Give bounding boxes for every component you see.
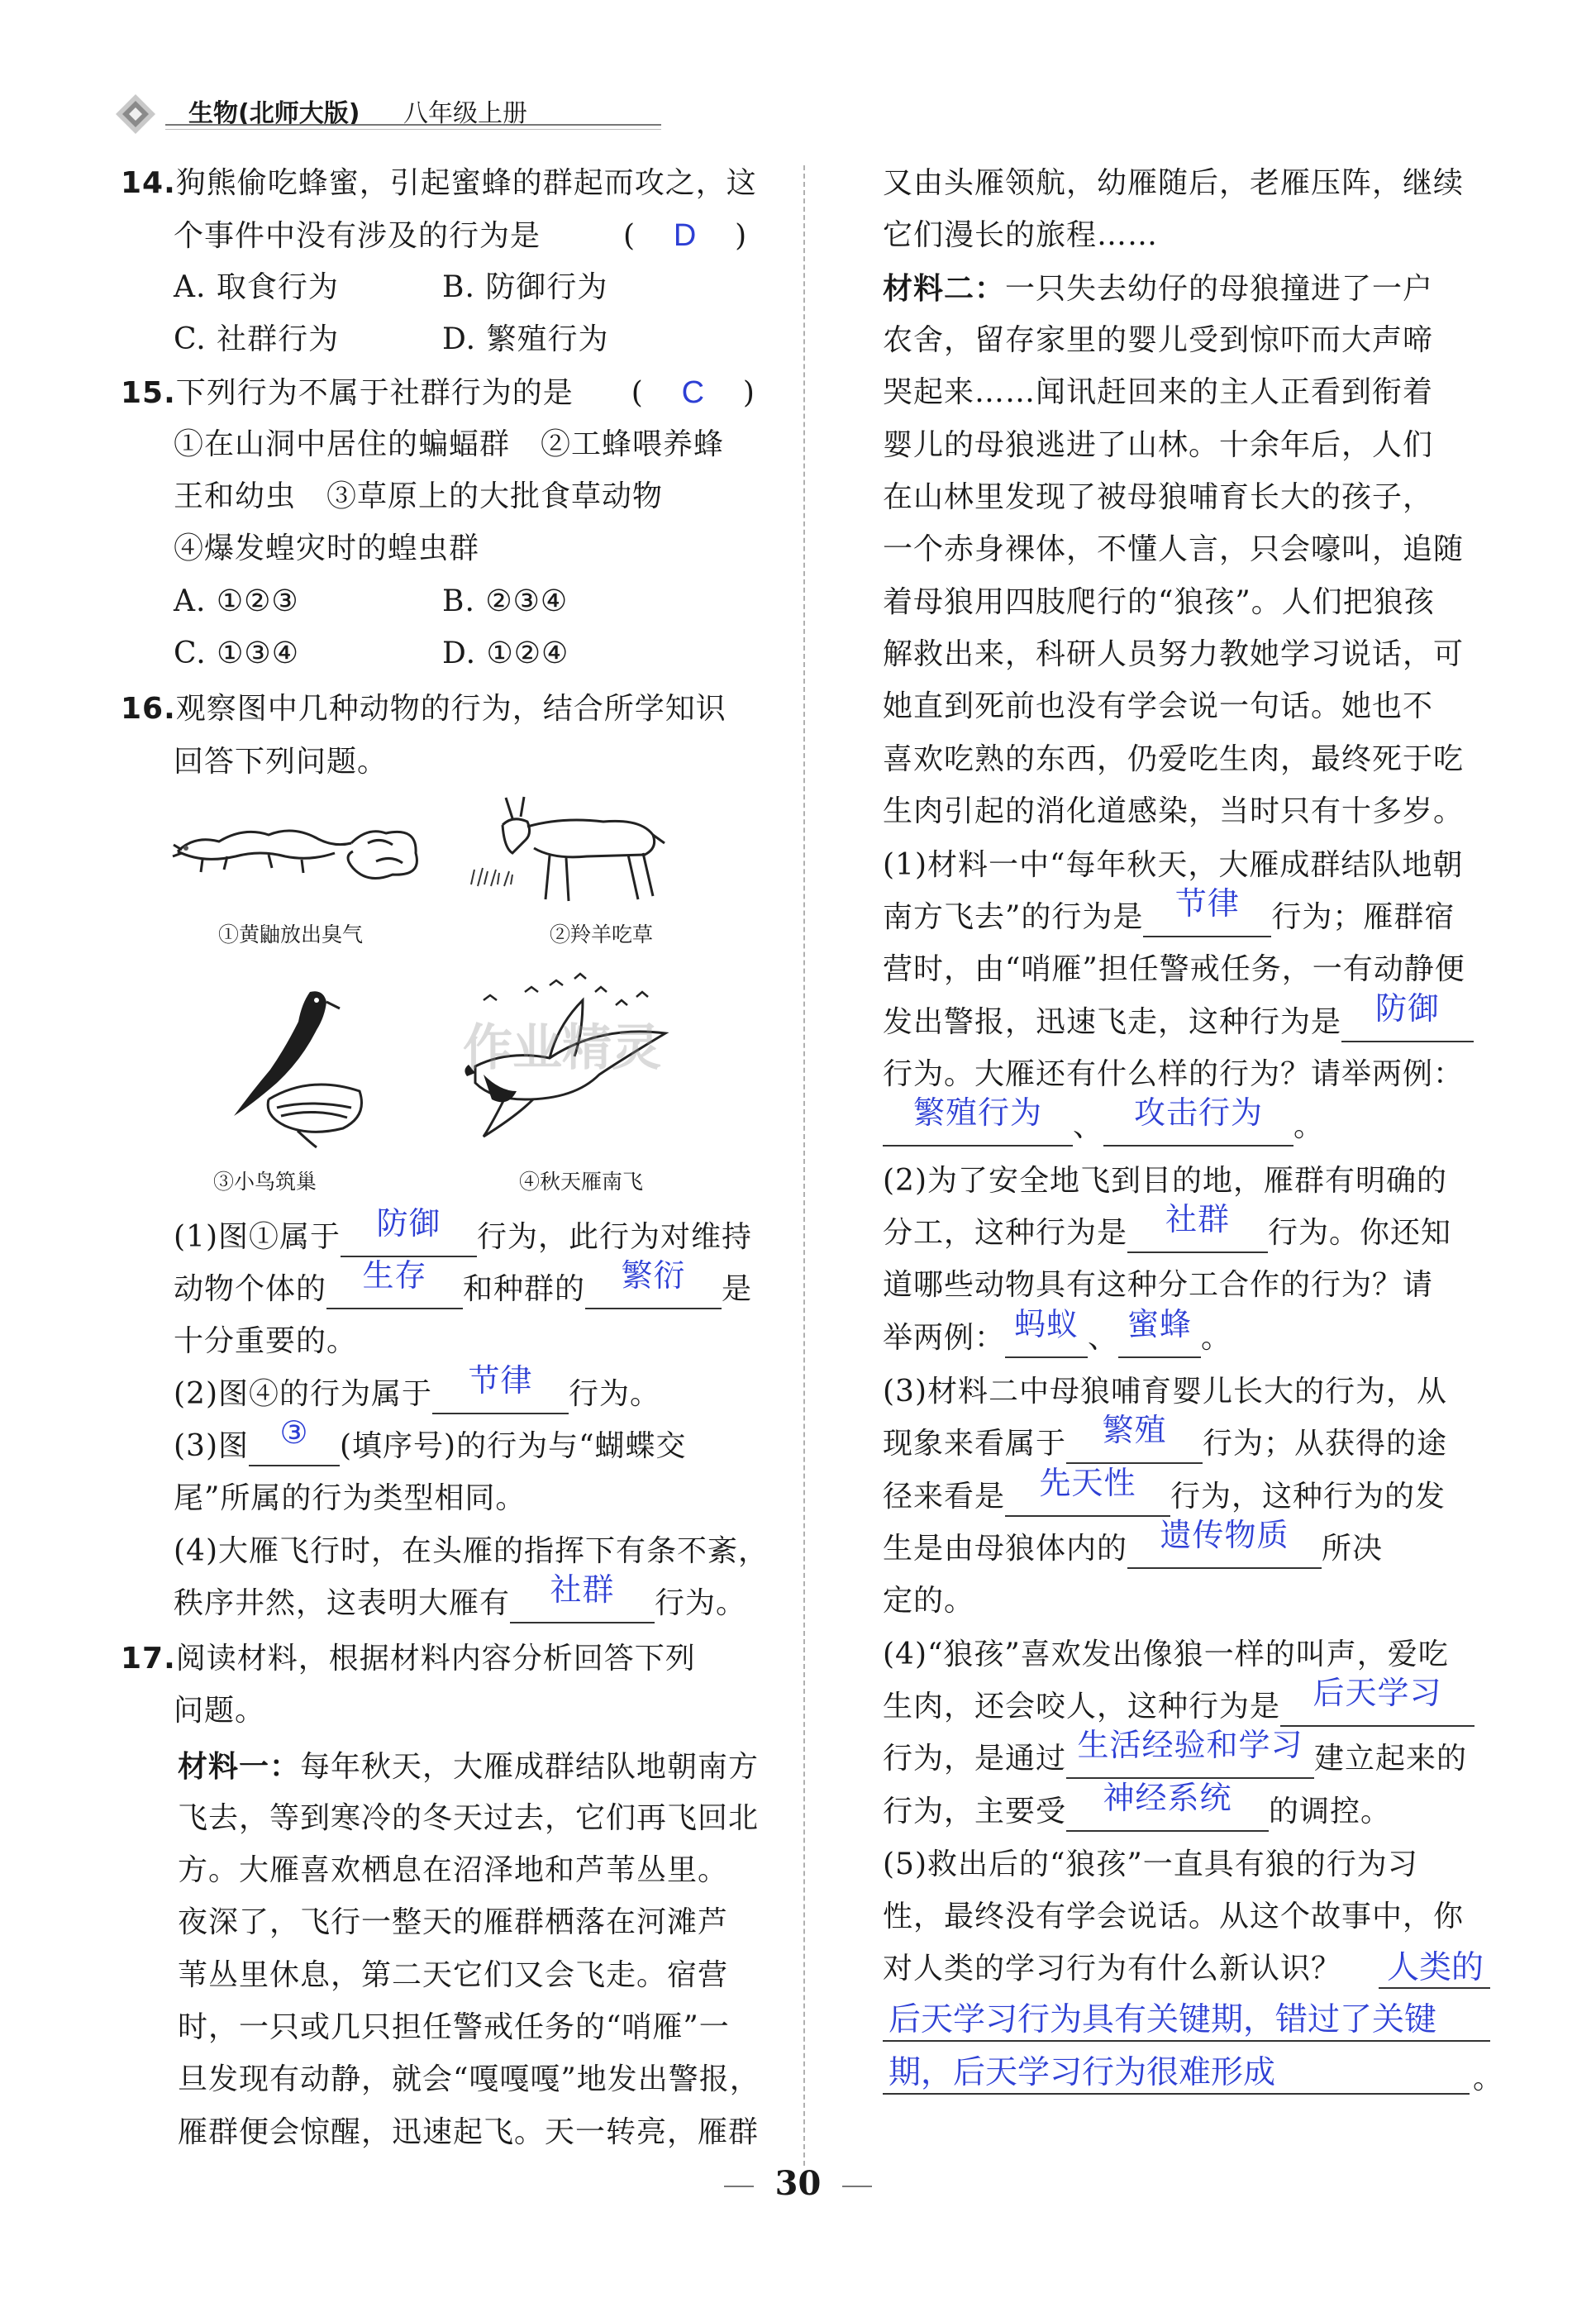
- q17-sub2-text-b: 分工，这种行为是: [883, 1216, 1128, 1250]
- q17-m1-line7: 旦发现有动静，就会“嘎嘎嘎”地发出警报，: [178, 2062, 760, 2096]
- header-rule-thin: [165, 129, 661, 130]
- q14-stem-1: 狗熊偷吃蜂蜜，引起蜜蜂的群起而攻之，这: [175, 166, 757, 200]
- q17-sub1-text-c: 行为；雁群宿: [1271, 900, 1455, 934]
- page-number: 30: [774, 2164, 822, 2203]
- q17-m2-line9: 她直到死前也没有学会说一句话。她也不: [883, 689, 1434, 723]
- material2-text-1: 一只失去幼仔的母狼撞进了一户: [1005, 272, 1434, 306]
- q16-number: 16.: [121, 692, 176, 726]
- q14-line1: [121, 165, 757, 202]
- q16-sub3-text-b: (填序号)的行为与“蝴蝶交: [340, 1429, 687, 1463]
- q17-m2-line4: 婴儿的母狼逃进了山林。十余年后，人们: [883, 428, 1434, 462]
- q14-optA: A. 取食行为: [174, 270, 339, 304]
- q17-end-2: 。: [1201, 1321, 1232, 1355]
- q17-sub4-text-c: 行为，是通过: [883, 1742, 1067, 1776]
- q17-sub4-text-b: 生肉，还会咬人，这种行为是: [883, 1690, 1281, 1723]
- q16-answer-5: ③: [279, 1416, 309, 1451]
- q17-sep-2: 、: [1088, 1321, 1119, 1355]
- q14-optD: D. 繁殖行为: [442, 322, 609, 356]
- q16-sub1-text-e: 是: [722, 1272, 753, 1306]
- q16-sub4-text-b: 秩序井然，这表明大雁有: [174, 1586, 511, 1620]
- q17-answer-12: 生活经验和学习: [1077, 1728, 1303, 1763]
- q17-sub3-text-f: 生是由母狼体内的: [883, 1532, 1128, 1566]
- q16-sub2: [174, 1364, 661, 1414]
- q17-sub5-line1: (5)救出后的“狼孩”一直具有狼的行为习: [883, 1847, 1418, 1881]
- q17-answer-2: 防御: [1375, 992, 1441, 1027]
- q17-blank-5[interactable]: [1127, 1203, 1268, 1253]
- watermark: 作业精灵: [463, 1019, 661, 1077]
- q17-sub3-text-c: 行为；从获得的途: [1203, 1427, 1448, 1461]
- q17-sub4-text-f: 的调控。: [1269, 1795, 1392, 1828]
- column-divider: [803, 165, 805, 2166]
- q17-blank-2[interactable]: [1341, 992, 1474, 1042]
- q15-line3: 王和幼虫 ③草原上的大批食草动物: [174, 479, 664, 513]
- q16-line2: 回答下列问题。: [174, 745, 388, 779]
- q17-answer-10: 遗传物质: [1160, 1518, 1289, 1553]
- q17-sub3-text-g: 所决: [1322, 1532, 1384, 1566]
- q17-sub3-line4: [883, 1518, 1384, 1569]
- q17-answer-6: 蚂蚁: [1014, 1308, 1079, 1342]
- q17-sub2-text-e: 举两例：: [883, 1321, 1006, 1355]
- q16-sub2-text-a: (2)图④的行为属于: [174, 1377, 432, 1411]
- q15-line4: ④爆发蝗灾时的蝗虫群: [174, 532, 480, 565]
- q16-sub1-line2: [174, 1259, 753, 1309]
- q17-line2: 问题。: [174, 1694, 266, 1728]
- q17-blank-1[interactable]: [1143, 887, 1271, 937]
- q17-answer-7: 蜜蜂: [1127, 1308, 1193, 1342]
- q17-sub2-text-c: 行为。你还知: [1268, 1216, 1452, 1250]
- q17-sub1-line1: (1)材料一中“每年秋天，大雁成群结队地朝: [883, 848, 1464, 882]
- q15-stem: 下列行为不属于社群行为的是: [175, 376, 574, 410]
- q17-blank-8[interactable]: [1066, 1414, 1203, 1464]
- q17-blank-10[interactable]: [1127, 1518, 1322, 1569]
- q16-sub1-text-a: (1)图①属于: [174, 1220, 341, 1254]
- q17-sub4-line2: [883, 1676, 1475, 1727]
- q17-sub2-line2: [883, 1203, 1452, 1253]
- q17-m1-line10: 它们漫长的旅程……: [883, 218, 1159, 252]
- q17-answer-8: 繁殖: [1102, 1414, 1167, 1448]
- q17-m1-line8: 雁群便会惊醒，迅速起飞。天一转亮，雁群: [178, 2115, 760, 2149]
- q17-answer-13: 神经系统: [1103, 1781, 1232, 1816]
- q17-sub4-line3: [883, 1728, 1468, 1779]
- q17-blank-9[interactable]: [1005, 1466, 1170, 1517]
- q17-m1-line3: 方。大雁喜欢栖息在沼泽地和芦苇丛里。: [178, 1853, 729, 1887]
- q17-sub5-line3: 对人类的学习行为有什么新认识？: [883, 1952, 1342, 1986]
- page-number-dash-right: [842, 2186, 872, 2187]
- q16-sub1-text-c: 动物个体的: [174, 1272, 327, 1306]
- antelope-illustration: [463, 794, 669, 909]
- q17-sub1-line3: 营时，由“哨雁”担任警戒任务，一有动静便: [883, 952, 1465, 986]
- q17-number: 17.: [121, 1642, 176, 1676]
- q17-blank-14a[interactable]: [1379, 1987, 1490, 1989]
- q15-line1: 15.下列行为不属于社群行为的是 ( C ): [121, 375, 755, 410]
- q17-blank-11[interactable]: [1280, 1676, 1475, 1727]
- q16-sub3-line2: 尾”所属的行为类型相同。: [174, 1481, 526, 1515]
- q17-m2-line6: 一个赤身裸体，不懂人言，只会嚎叫，追随: [883, 532, 1465, 566]
- q17-sub1-line4: [883, 992, 1474, 1042]
- q16-sub1-line3: 十分重要的。: [174, 1324, 358, 1358]
- q17-m1-line5: 苇丛里休息，第二天它们又会飞走。宿营: [178, 1958, 729, 1992]
- q17-sub2-line1: (2)为了安全地飞到目的地，雁群有明确的: [883, 1164, 1447, 1198]
- header-grade: 八年级上册: [403, 99, 527, 128]
- q17-m2-line2: 农舍，留存家里的婴儿受到惊吓而大声啼: [883, 323, 1434, 357]
- q17-m2-line8: 解救出来，科研人员努力教她学习说话，可: [883, 637, 1465, 671]
- q16-sub3-text-a: (3)图: [174, 1429, 249, 1463]
- q17-sub1-line2: [883, 887, 1455, 937]
- q16-answer-6: 社群: [550, 1573, 615, 1608]
- q17-answer-3: 繁殖行为: [912, 1096, 1042, 1131]
- q17-m1-line9: 又由头雁领航，幼雁随后，老雁压阵，继续: [883, 166, 1465, 200]
- q16-answer-2: 生存: [362, 1259, 427, 1294]
- q17-sep-1: 、: [1073, 1109, 1104, 1143]
- q17-sub2-line3: 道哪些动物具有这种分工合作的行为？请: [883, 1268, 1434, 1302]
- q17-sub3-text-b: 现象来看属于: [883, 1427, 1067, 1461]
- q17-sub3-text-e: 行为，这种行为的发: [1170, 1480, 1446, 1514]
- q17-m2-line3: 哭起来……闻讯赶回来的主人正看到衔着: [883, 375, 1434, 409]
- q17-stem-1: 阅读材料，根据材料内容分析回答下列: [175, 1642, 696, 1676]
- q17-answer-1: 节律: [1174, 887, 1240, 922]
- q16-blank-5[interactable]: [249, 1416, 340, 1466]
- q17-sub1-text-e: 发出警报，迅速飞走，这种行为是: [883, 1005, 1342, 1039]
- q17-m2-line10: 喜欢吃熟的东西，仍爱吃生肉，最终死于吃: [883, 742, 1465, 776]
- q17-sub1-line5: 行为。大雁还有什么样的行为？请举两例：: [883, 1057, 1465, 1091]
- q17-blank-4[interactable]: [1103, 1096, 1293, 1147]
- q17-end-1: 。: [1293, 1109, 1325, 1143]
- q15-line2: ①在山洞中居住的蝙蝠群 ②工蜂喂养蜂: [174, 427, 725, 461]
- q17-answer-4: 攻击行为: [1134, 1096, 1264, 1131]
- q16-sub4-line1: (4)大雁飞行时，在头雁的指挥下有条不紊，: [174, 1534, 769, 1568]
- caption-fig4: ④秋天雁南飞: [519, 1170, 644, 1194]
- q16-sub4-line2: [174, 1573, 747, 1623]
- q17-sub4-text-e: 行为，主要受: [883, 1795, 1067, 1828]
- caption-fig3: ③小鸟筑巢: [213, 1170, 317, 1194]
- q17-m1-line2: 飞去，等到寒冷的冬天过去，它们再飞回北: [178, 1801, 760, 1835]
- q14-stem-2: 个事件中没有涉及的行为是: [174, 219, 541, 253]
- page-number-row: [0, 2164, 1596, 2203]
- q17-blank-13[interactable]: [1066, 1781, 1269, 1832]
- q17-sub4-line1: (4)“狼孩”喜欢发出像狼一样的叫声，爱吃: [883, 1638, 1449, 1671]
- q16-line1: [121, 691, 727, 727]
- q15-optC: C. ①③④: [174, 636, 299, 670]
- q17-answer-5: 社群: [1165, 1203, 1231, 1237]
- q17-m2-line11: 生肉引起的消化道感染，当时只有十多岁。: [883, 794, 1465, 828]
- q16-sub1-text-b: 行为，此行为对维持: [477, 1220, 753, 1254]
- q16-sub4-text-c: 行为。: [655, 1586, 747, 1620]
- header-subject: 生物(北师大版): [188, 99, 360, 128]
- header-rule: [165, 124, 661, 126]
- q17-answer-5a: 人类的: [1387, 1950, 1484, 1986]
- q17-sub2-line4: [883, 1308, 1232, 1358]
- q17-blank-14c[interactable]: [883, 2093, 1470, 2095]
- q17-sub3-line1: (3)材料二中母狼哺育婴儿长大的行为，从: [883, 1375, 1447, 1409]
- q17-blank-6[interactable]: [1005, 1308, 1088, 1358]
- q17-blank-12[interactable]: [1066, 1728, 1314, 1779]
- q14-optC: C. 社群行为: [174, 322, 340, 356]
- bird-nest-illustration: [219, 984, 376, 1149]
- header-logo-icon: [114, 93, 157, 136]
- q17-blank-7[interactable]: [1118, 1308, 1201, 1358]
- q16-sub3-line1: [174, 1416, 687, 1466]
- q16-sub1-text-d: 和种群的: [463, 1272, 586, 1306]
- q15-optA: A. ①②③: [174, 584, 299, 618]
- caption-fig1: ①黄鼬放出臭气: [218, 923, 364, 946]
- q16-blank-4[interactable]: [432, 1364, 569, 1414]
- material1-label: 材料一：: [178, 1749, 301, 1784]
- material2-label: 材料二：: [883, 271, 1006, 306]
- q17-answer-11: 后天学习: [1313, 1676, 1442, 1711]
- q17-m1-line6: 时，一只或几只担任警戒任务的“哨雁”一: [178, 2010, 730, 2044]
- q17-m1-line4: 夜深了，飞行一整天的雁群栖落在河滩芦: [178, 1905, 729, 1939]
- q15-number: 15.: [121, 376, 176, 410]
- q17-answer-5b: 后天学习行为具有关键期，错过了关键: [889, 2002, 1437, 2038]
- q16-stem-1: 观察图中几种动物的行为，结合所学知识: [175, 692, 727, 726]
- q16-sub2-text-b: 行为。: [569, 1377, 661, 1411]
- q17-m1-line1: [178, 1748, 759, 1785]
- q17-m2-line1: [883, 270, 1433, 308]
- q17-sub1-text-b: 南方飞去”的行为是: [883, 900, 1144, 934]
- q15-answer: C: [681, 375, 706, 410]
- q16-answer-1: 防御: [376, 1207, 441, 1242]
- q14-optB: B. 防御行为: [442, 270, 608, 304]
- q17-m2-line7: 着母狼用四肢爬行的“狼孩”。人们把狼孩: [883, 585, 1435, 619]
- q17-sub4-line4: [883, 1781, 1392, 1832]
- q17-sub4-text-d: 建立起来的: [1314, 1742, 1468, 1776]
- caption-fig2: ②羚羊吃草: [550, 923, 654, 946]
- q16-answer-4: 节律: [468, 1364, 533, 1399]
- q17-answer-9: 先天性: [1039, 1466, 1136, 1501]
- q16-sub1-line1: [174, 1207, 753, 1257]
- q17-m2-line5: 在山林里发现了被母狼哺育长大的孩子，: [883, 480, 1434, 514]
- q16-blank-1[interactable]: [341, 1207, 477, 1257]
- q17-blank-3[interactable]: [883, 1096, 1073, 1147]
- q17-sub3-line2: [883, 1414, 1448, 1464]
- q17-answer-5c: 期，后天学习行为很难形成: [889, 2055, 1276, 2091]
- q16-blank-2[interactable]: [326, 1259, 463, 1309]
- q17-sub3-text-d: 径来看是: [883, 1480, 1006, 1514]
- q17-line1: [121, 1641, 696, 1677]
- page-number-dash-left: [724, 2186, 754, 2187]
- q16-blank-3[interactable]: [585, 1259, 722, 1309]
- q15-optB: B. ②③④: [442, 584, 569, 618]
- q17-sub3-line3: [883, 1466, 1446, 1517]
- material1-text-1: 每年秋天，大雁成群结队地朝南方: [300, 1750, 760, 1784]
- q16-blank-6[interactable]: [510, 1573, 655, 1623]
- q17-sub1-line6: [883, 1096, 1325, 1147]
- q17-blank-14b[interactable]: [883, 2040, 1490, 2042]
- weasel-illustration: [169, 802, 426, 893]
- q15-optD: D. ①②④: [442, 636, 569, 670]
- q14-line2: 个事件中没有涉及的行为是 ( D ): [174, 218, 748, 253]
- q14-number: 14.: [121, 166, 176, 200]
- q16-answer-3: 繁衍: [621, 1259, 686, 1294]
- q17-end-5: 。: [1473, 2062, 1504, 2095]
- q14-answer: D: [673, 218, 698, 253]
- q17-sub5-line2: 性，最终没有学会说话。从这个故事中，你: [883, 1900, 1465, 1933]
- q17-sub3-line5: 定的。: [883, 1584, 975, 1618]
